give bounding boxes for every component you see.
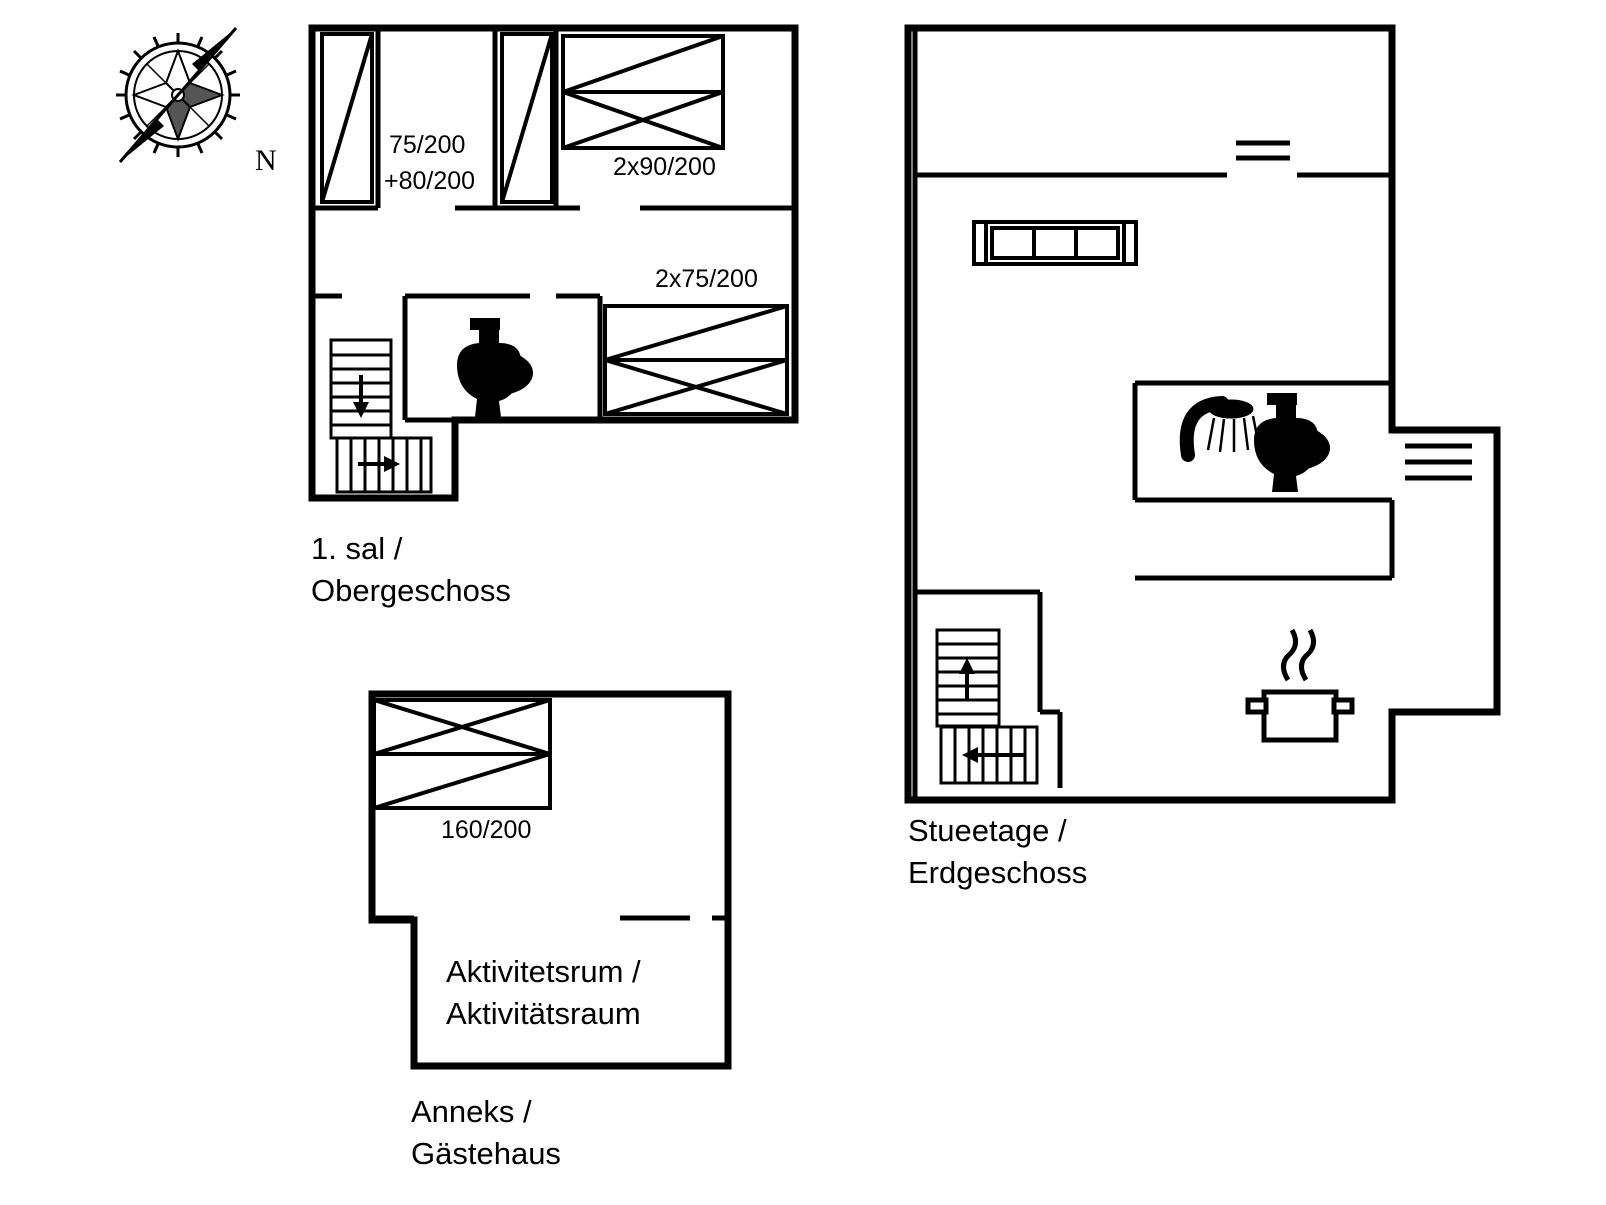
ground-floor-label-line1: Stueetage /: [908, 813, 1067, 848]
dim-2x90-200: 2x90/200: [613, 153, 716, 181]
annex-label-line1: Anneks /: [411, 1094, 532, 1129]
sofa-icon: [974, 222, 1136, 264]
stairs-symbol: [941, 727, 1037, 783]
stairs-symbol: [337, 438, 431, 492]
annex-room-label-line2: Aktivitätsraum: [446, 996, 641, 1031]
compass-rose: [116, 28, 240, 162]
dim-160-200: 160/200: [441, 816, 532, 844]
ground-floor-label-line2: Erdgeschoss: [908, 855, 1088, 890]
toilet-icon: [457, 318, 533, 417]
window-symbol: [374, 700, 550, 808]
window-symbol: [502, 34, 552, 202]
window-symbol: [322, 34, 372, 202]
window-symbol: [563, 36, 723, 148]
compass-north-label: N: [255, 144, 277, 177]
stairs-symbol: [331, 340, 391, 438]
stairs-symbol: [937, 630, 999, 726]
shower-icon: [1187, 400, 1259, 455]
dim-2x75-200: 2x75/200: [655, 265, 758, 293]
window-symbol: [605, 306, 787, 414]
ground-floor-plan: [908, 28, 1497, 800]
cooking-pot-icon: [1248, 630, 1352, 740]
dim-75-200: 75/200: [389, 131, 466, 159]
window-symbol: [1405, 446, 1472, 478]
upper-floor-label-line2: Obergeschoss: [311, 573, 511, 608]
upper-floor-plan: [312, 28, 795, 498]
toilet-icon: [1254, 393, 1330, 492]
dim-80-200: +80/200: [384, 167, 476, 195]
upper-floor-label-line1: 1. sal /: [311, 531, 403, 566]
window-symbol: [1236, 143, 1290, 158]
annex-label-line2: Gästehaus: [411, 1136, 561, 1171]
annex-room-label-line1: Aktivitetsrum /: [446, 954, 641, 989]
